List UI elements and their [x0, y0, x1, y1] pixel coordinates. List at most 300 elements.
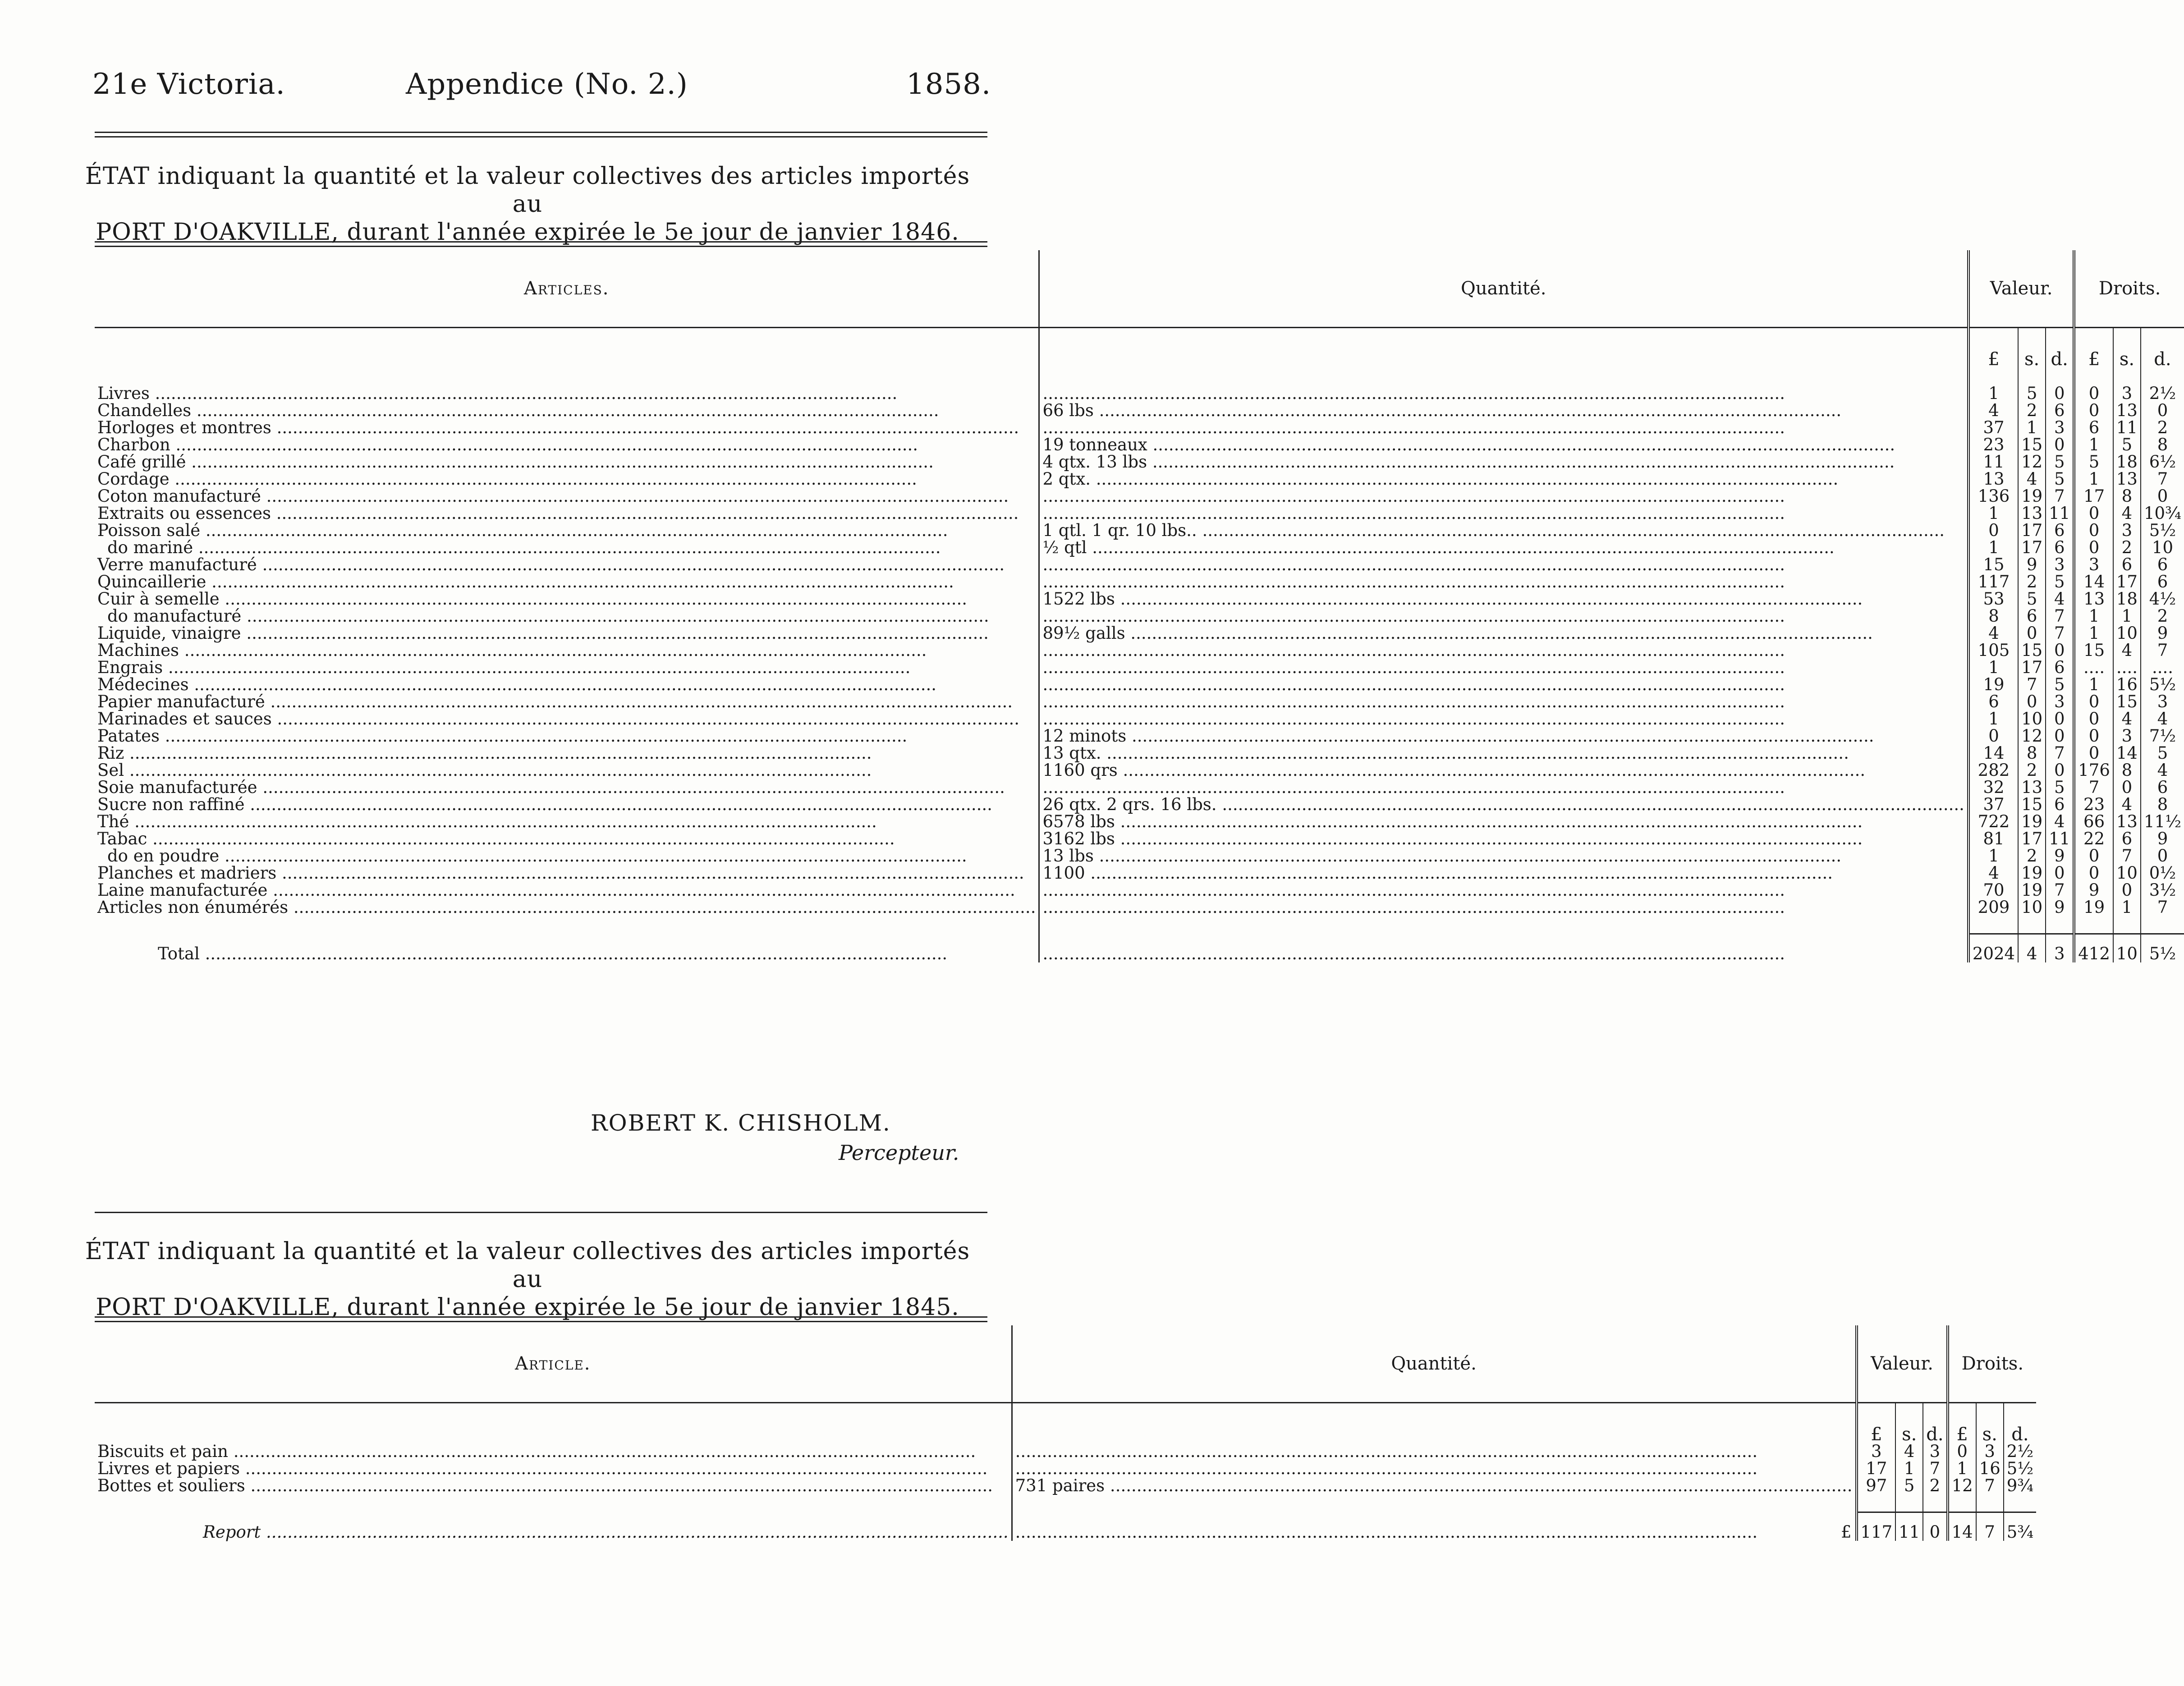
report-quantity [1012, 1512, 1856, 1541]
duty-shillings: 7 [1976, 1477, 2004, 1494]
article-name-text: Chandelles ..... [97, 402, 1036, 419]
article-name [95, 693, 1039, 710]
duty-pence: 6 [2141, 556, 2184, 573]
article-name-text: Patates ..... [97, 728, 1036, 745]
value-pence: 6 [2046, 522, 2074, 539]
article-name [95, 625, 1039, 642]
duty-pence: 7½ [2141, 728, 2184, 745]
duty-pounds: 66 [2074, 813, 2113, 830]
quantity-cell-text [1042, 659, 1964, 676]
quantity-cell-text: 26 qtx. 2 qrs. 16 lbs. ..... [1042, 796, 1964, 813]
report-label [95, 1512, 1012, 1541]
value-pounds: 1 [1968, 710, 2018, 728]
duty-shillings: 16 [2113, 676, 2141, 693]
duty-pence: 10 [2141, 539, 2184, 556]
value-shillings: 15 [2018, 436, 2046, 454]
duty-pounds: 0 [2074, 745, 2113, 762]
value-pounds: 4 [1968, 625, 2018, 642]
units-row [95, 328, 2184, 368]
duty-pounds: 0 [2074, 522, 2113, 539]
duty-pounds: 1 [2074, 608, 2113, 625]
article-name [95, 659, 1039, 676]
table-header-row [95, 250, 2184, 328]
value-shillings: 17 [2018, 830, 2046, 848]
table2-caption-line2: PORT D'OAKVILLE, durant l'année expirée le 5e jour de janvier 1845. [96, 1294, 959, 1321]
duty-shillings: 3 [2113, 522, 2141, 539]
value-pence: 9 [2046, 848, 2074, 865]
article-name [95, 556, 1039, 573]
table-row [95, 1460, 2036, 1477]
col-header-articles: Article. [515, 1353, 591, 1374]
quantity-cell [1039, 710, 1968, 728]
quantity-cell [1039, 402, 1968, 419]
col-header-articles: Articles. [523, 278, 610, 299]
value-pence: 5 [2046, 454, 2074, 471]
duty-shillings: 13 [2113, 813, 2141, 830]
duty-pounds: 13 [2074, 591, 2113, 608]
article-name-text: do manufacturé ..... [107, 608, 1036, 625]
quantity-cell [1039, 899, 1968, 916]
report-duty-pence: 5¾ [2004, 1512, 2036, 1541]
value-pence: 0 [2046, 728, 2074, 745]
duty-shillings: 10 [2113, 625, 2141, 642]
article-name [95, 728, 1039, 745]
report-duty-shillings: 7 [1976, 1512, 2004, 1541]
article-name-text: Liquide, vinaigre ..... [97, 625, 1036, 642]
duty-pounds: 9 [2074, 882, 2113, 899]
value-pounds: 70 [1968, 882, 2018, 899]
value-pounds: 19 [1968, 676, 2018, 693]
duty-shillings: 15 [2113, 693, 2141, 710]
article-name-text: do en poudre ..... [107, 848, 1036, 865]
duty-pounds: .... [2074, 659, 2113, 676]
quantity-cell [1039, 488, 1968, 505]
duty-shillings: 16 [1976, 1460, 2004, 1477]
duty-pounds: 19 [2074, 899, 2113, 916]
value-pence: 0 [2046, 642, 2074, 659]
value-shillings: 15 [2018, 796, 2046, 813]
quantity-cell [1039, 779, 1968, 796]
article-name [95, 488, 1039, 505]
duty-pounds: 176 [2074, 762, 2113, 779]
total-duty-shillings: 10 [2113, 934, 2141, 963]
duty-pence: 0½ [2141, 865, 2184, 882]
value-shillings: 8 [2018, 745, 2046, 762]
duty-pounds: 12 [1948, 1477, 1976, 1494]
duty-shillings: 6 [2113, 556, 2141, 573]
value-pence: 11 [2046, 830, 2074, 848]
quantity-cell [1039, 385, 1968, 402]
article-name [95, 865, 1039, 882]
duty-pence: 5½ [2141, 522, 2184, 539]
article-name [95, 848, 1039, 865]
table-row [95, 659, 2184, 676]
value-pounds: 11 [1968, 454, 2018, 471]
value-pounds: 1 [1968, 385, 2018, 402]
value-shillings: 10 [2018, 899, 2046, 916]
quantity-cell-text: 2 qtx. ..... [1042, 471, 1964, 488]
value-pounds: 15 [1968, 556, 2018, 573]
duty-shillings: 1 [2113, 608, 2141, 625]
spacer-row [95, 1494, 2036, 1512]
col-header-valeur: Valeur. [1968, 250, 2074, 328]
value-pence: 6 [2046, 402, 2074, 419]
duty-shillings: 7 [2113, 848, 2141, 865]
value-pounds: 282 [1968, 762, 2018, 779]
quantity-cell [1039, 454, 1968, 471]
value-pence: 5 [2046, 676, 2074, 693]
table-row [95, 556, 2184, 573]
value-pence: 7 [2046, 745, 2074, 762]
value-pounds: 0 [1968, 728, 2018, 745]
table-row [95, 796, 2184, 813]
duty-shillings: 8 [2113, 488, 2141, 505]
quantity-cell [1039, 573, 1968, 591]
value-pence: 5 [2046, 471, 2074, 488]
value-shillings: 15 [2018, 642, 2046, 659]
article-name-text: do mariné ..... [107, 539, 1036, 556]
duty-pounds: 1 [1948, 1460, 1976, 1477]
value-pence: 11 [2046, 505, 2074, 522]
value-pence: 7 [1923, 1460, 1947, 1477]
value-pence: 5 [2046, 779, 2074, 796]
article-name [95, 796, 1039, 813]
duty-pounds: 7 [2074, 779, 2113, 796]
value-shillings: 12 [2018, 728, 2046, 745]
duty-pence: 6½ [2141, 454, 2184, 471]
duty-pence: 6 [2141, 779, 2184, 796]
quantity-cell [1012, 1477, 1856, 1494]
quantity-cell-text [1042, 642, 1964, 659]
duty-pounds: 0 [2074, 865, 2113, 882]
quantity-cell-text: 731 paires ..... [1015, 1477, 1853, 1494]
quantity-cell [1012, 1460, 1856, 1477]
value-pence: 3 [2046, 419, 2074, 436]
value-pence: 0 [2046, 762, 2074, 779]
duty-shillings: 18 [2113, 454, 2141, 471]
duty-shillings: 8 [2113, 762, 2141, 779]
table-row [95, 1443, 2036, 1460]
signature-title: Percepteur. [839, 1141, 959, 1165]
unit-pounds: £ [1968, 328, 2018, 368]
table-row [95, 899, 2184, 916]
duty-pence: 3½ [2141, 882, 2184, 899]
duty-pence: 5 [2141, 745, 2184, 762]
table-row [95, 745, 2184, 762]
duty-shillings: 4 [2113, 796, 2141, 813]
article-name-text: Sucre non raffiné ..... [97, 796, 1036, 813]
article-name [95, 591, 1039, 608]
table2-caption [68, 1237, 987, 1321]
duty-pence: 3 [2141, 693, 2184, 710]
value-shillings: 12 [2018, 454, 2046, 471]
duty-pounds: 0 [2074, 505, 2113, 522]
total-duty-pence: 5½ [2141, 934, 2184, 963]
report-duty-pounds: 14 [1948, 1512, 1976, 1541]
article-name [95, 436, 1039, 454]
quantity-cell-text [1042, 608, 1964, 625]
unit-pence: d. [2141, 328, 2184, 368]
article-name-text: Café grillé ..... [97, 454, 1036, 471]
value-pence: 5 [2046, 573, 2074, 591]
quantity-cell [1039, 676, 1968, 693]
value-shillings: 2 [2018, 573, 2046, 591]
value-pounds: 81 [1968, 830, 2018, 848]
table-row [95, 676, 2184, 693]
unit-pounds: £ [1857, 1403, 1896, 1443]
quantity-cell [1039, 591, 1968, 608]
report-value-pence: 0 [1923, 1512, 1947, 1541]
quantity-cell [1039, 865, 1968, 882]
value-pounds: 37 [1968, 796, 2018, 813]
table-row [95, 710, 2184, 728]
duty-shillings: 0 [2113, 779, 2141, 796]
value-shillings: 13 [2018, 779, 2046, 796]
unit-pence: d. [1923, 1403, 1947, 1443]
value-shillings: 17 [2018, 522, 2046, 539]
table-row [95, 522, 2184, 539]
article-name-text: Thé ..... [97, 813, 1036, 830]
duty-shillings: 18 [2113, 591, 2141, 608]
duty-pounds: 0 [2074, 385, 2113, 402]
article-name-text: Extraits ou essences ..... [97, 505, 1036, 522]
article-name [95, 762, 1039, 779]
table-row [95, 436, 2184, 454]
table-row [95, 813, 2184, 830]
duty-pence: 6 [2141, 573, 2184, 591]
duty-pounds: 5 [2074, 454, 2113, 471]
quantity-cell-text [1042, 779, 1964, 796]
duty-shillings: 1 [2113, 899, 2141, 916]
duty-shillings: 3 [2113, 385, 2141, 402]
duty-shillings: 3 [2113, 728, 2141, 745]
table-row [95, 402, 2184, 419]
value-pounds: 97 [1857, 1477, 1896, 1494]
duty-pence: 11½ [2141, 813, 2184, 830]
value-shillings: 13 [2018, 505, 2046, 522]
value-shillings: 1 [1895, 1460, 1923, 1477]
table1-caption [68, 162, 987, 246]
quantity-cell-text [1015, 1460, 1853, 1477]
quantity-cell-text: 66 lbs ..... [1042, 402, 1964, 419]
value-shillings: 4 [1895, 1443, 1923, 1460]
value-pounds: 3 [1857, 1443, 1896, 1460]
quantity-cell-text: 89½ galls ..... [1042, 625, 1964, 642]
duty-pounds: 1 [2074, 436, 2113, 454]
duty-shillings: 2 [2113, 539, 2141, 556]
quantity-cell-text [1042, 556, 1964, 573]
duty-shillings: 6 [2113, 830, 2141, 848]
table2-caption-line1: ÉTAT indiquant la quantité et la valeur collectives des articles importés au [85, 1238, 970, 1293]
table-row [95, 830, 2184, 848]
table-row [95, 693, 2184, 710]
unit-shillings: s. [2113, 328, 2141, 368]
duty-pounds: 1 [2074, 625, 2113, 642]
value-pence: 4 [2046, 813, 2074, 830]
table-row [95, 591, 2184, 608]
table-row [95, 762, 2184, 779]
article-name [95, 813, 1039, 830]
header-left: 21e Victoria. [92, 68, 285, 101]
quantity-cell-text: 19 tonneaux ..... [1042, 436, 1964, 454]
total-label-text: Total ..... [158, 945, 1036, 962]
duty-pounds: 0 [2074, 728, 2113, 745]
quantity-cell [1039, 745, 1968, 762]
value-pounds: 4 [1968, 865, 2018, 882]
value-pence: 0 [2046, 436, 2074, 454]
unit-pounds: £ [2074, 328, 2113, 368]
article-name [95, 608, 1039, 625]
header-year: 1858. [906, 68, 991, 101]
spacer-row [95, 368, 2184, 385]
value-pounds: 136 [1968, 488, 2018, 505]
article-name [95, 454, 1039, 471]
value-shillings: 6 [2018, 608, 2046, 625]
divider [95, 136, 987, 137]
quantity-cell-text: ½ qtl ..... [1042, 539, 1964, 556]
quantity-cell [1039, 522, 1968, 539]
value-shillings: 19 [2018, 488, 2046, 505]
article-name [95, 573, 1039, 591]
quantity-cell-text [1042, 693, 1964, 710]
total-row [95, 934, 2184, 963]
quantity-cell-text [1042, 385, 1964, 402]
report-value-pounds: 117 [1857, 1512, 1896, 1541]
duty-shillings: 3 [1976, 1443, 2004, 1460]
table-row [95, 471, 2184, 488]
article-name-text: Bottes et souliers ..... [97, 1477, 1009, 1494]
value-pence: 7 [2046, 625, 2074, 642]
article-name [95, 779, 1039, 796]
value-pounds: 1 [1968, 848, 2018, 865]
quantity-cell [1039, 848, 1968, 865]
value-shillings: 5 [2018, 591, 2046, 608]
quantity-cell [1039, 505, 1968, 522]
article-name [95, 419, 1039, 436]
quantity-cell [1039, 728, 1968, 745]
article-name [95, 642, 1039, 659]
value-pounds: 1 [1968, 659, 2018, 676]
duty-pence: 2 [2141, 608, 2184, 625]
quantity-cell-text: 6578 lbs ..... [1042, 813, 1964, 830]
value-pence: 7 [2046, 882, 2074, 899]
duty-pounds: 0 [2074, 710, 2113, 728]
quantity-cell [1039, 659, 1968, 676]
divider [95, 1321, 987, 1322]
value-pounds: 14 [1968, 745, 2018, 762]
article-name-text: Machines ..... [97, 642, 1036, 659]
quantity-cell-text: 1 qtl. 1 qr. 10 lbs.. ..... [1042, 522, 1964, 539]
value-pounds: 23 [1968, 436, 2018, 454]
duty-pounds: 1 [2074, 676, 2113, 693]
article-name-text: Planches et madriers ..... [97, 865, 1036, 882]
article-name-text: Livres ..... [97, 385, 1036, 402]
value-pence: 3 [2046, 693, 2074, 710]
quantity-cell-text [1042, 899, 1964, 916]
table-row [95, 865, 2184, 882]
total-quantity [1039, 934, 1968, 963]
col-header-droits: Droits. [1948, 1325, 2037, 1403]
quantity-cell [1039, 830, 1968, 848]
article-name [95, 1460, 1012, 1477]
quantity-cell-text [1042, 710, 1964, 728]
article-name-text: Engrais ..... [97, 659, 1036, 676]
total-duty-pounds: 412 [2074, 934, 2113, 963]
quantity-cell-text: 13 lbs ..... [1042, 848, 1964, 865]
article-name [95, 402, 1039, 419]
article-name [95, 830, 1039, 848]
duty-pence: 5½ [2141, 676, 2184, 693]
col-header-valeur: Valeur. [1857, 1325, 1948, 1403]
table-row [95, 779, 2184, 796]
article-name-text: Poisson salé ..... [97, 522, 1036, 539]
duty-shillings: 13 [2113, 471, 2141, 488]
duty-shillings: 4 [2113, 642, 2141, 659]
unit-pence: d. [2046, 328, 2074, 368]
article-name-text: Charbon ..... [97, 436, 1036, 454]
article-name [95, 1443, 1012, 1460]
value-shillings: 1 [2018, 419, 2046, 436]
value-shillings: 17 [2018, 539, 2046, 556]
unit-shillings: s. [1895, 1403, 1923, 1443]
value-pence: 6 [2046, 539, 2074, 556]
value-pounds: 37 [1968, 419, 2018, 436]
quantity-cell [1039, 882, 1968, 899]
duty-pounds: 22 [2074, 830, 2113, 848]
total-value-pounds: 2024 [1968, 934, 2018, 963]
quantity-cell [1039, 556, 1968, 573]
report-row [95, 1512, 2036, 1541]
value-pounds: 13 [1968, 471, 2018, 488]
value-pence: 7 [2046, 488, 2074, 505]
divider [95, 241, 987, 243]
table-row [95, 419, 2184, 436]
value-pence: 9 [2046, 899, 2074, 916]
divider [95, 132, 987, 133]
duty-pounds: 1 [2074, 471, 2113, 488]
value-pence: 0 [2046, 385, 2074, 402]
duty-pounds: 17 [2074, 488, 2113, 505]
col-header-quantite: Quantité. [1039, 250, 1968, 328]
unit-shillings: s. [2018, 328, 2046, 368]
value-shillings: 0 [2018, 693, 2046, 710]
duty-pounds: 0 [2074, 848, 2113, 865]
table-row [95, 728, 2184, 745]
article-name [95, 385, 1039, 402]
table-row [95, 573, 2184, 591]
quantity-cell [1039, 642, 1968, 659]
table-row [95, 608, 2184, 625]
duty-pence: 0 [2141, 848, 2184, 865]
duty-pence: 8 [2141, 436, 2184, 454]
value-pounds: 105 [1968, 642, 2018, 659]
article-name [95, 539, 1039, 556]
duty-pence: 0 [2141, 488, 2184, 505]
quantity-cell [1039, 693, 1968, 710]
duty-pence: 4 [2141, 710, 2184, 728]
duty-pence: 10¾ [2141, 505, 2184, 522]
quantity-cell-text [1042, 488, 1964, 505]
article-name-text: Laine manufacturée ..... [97, 882, 1036, 899]
table-row [95, 385, 2184, 402]
total-value-pence: 3 [2046, 934, 2074, 963]
value-pounds: 209 [1968, 899, 2018, 916]
value-shillings: 5 [1895, 1477, 1923, 1494]
duty-pence: 7 [2141, 899, 2184, 916]
value-pounds: 6 [1968, 693, 2018, 710]
quantity-cell [1039, 762, 1968, 779]
value-pence: 3 [1923, 1443, 1947, 1460]
